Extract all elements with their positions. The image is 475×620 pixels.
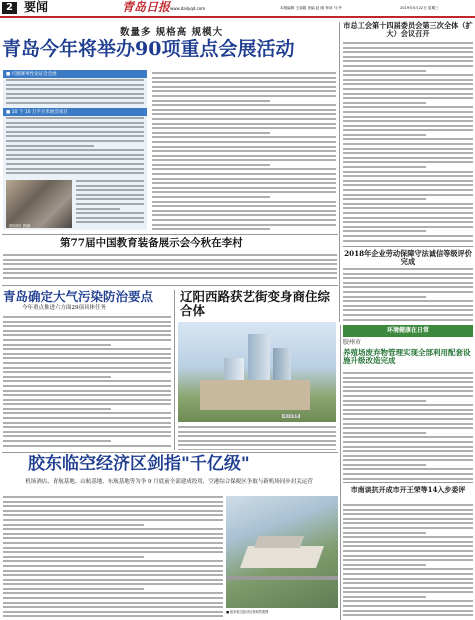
- env-banner: 环境健康在日常: [343, 325, 473, 337]
- date-line: 2019年5月22日 星期三: [400, 6, 439, 10]
- lead-photo: [6, 180, 72, 228]
- lead-box2-title: ■ 10 个 10 万平方米展会项目: [3, 108, 147, 116]
- expo-headline: 第77届中国教育装备展示会今秋在李村: [60, 237, 243, 249]
- masthead: [0, 0, 475, 17]
- masthead-rule: [0, 16, 475, 18]
- airport-body: [3, 496, 223, 618]
- building-caption: 项目效果图: [283, 414, 299, 418]
- section-name: 要闻: [24, 0, 49, 14]
- airport-subhead: 机场酒店、青航基地、山航基地、东航基地等为争 9 月底前全部建成投用，空港综合保税区争取与新机场同步封关运营: [25, 479, 313, 485]
- lead-body: [152, 72, 336, 230]
- env-kicker: 胶州市: [343, 339, 362, 346]
- building-render: [178, 322, 336, 422]
- lead-kicker: 数量多 规格高 规模大: [120, 27, 224, 38]
- editor-line: 本版编辑 王丽娟 美编 赵 刚 审读 马 玲: [280, 6, 342, 10]
- labor-body: [343, 268, 473, 322]
- union-headline: 市总工会第十四届委员会第三次全体（扩大）会议召开: [343, 21, 473, 38]
- air-body: [3, 316, 171, 448]
- masthead-logo: 青岛日报: [122, 0, 171, 14]
- labor-headline: 2018年企业劳动保障守法诚信等级评价完成: [344, 249, 472, 266]
- photo-caption: 资料照片 图/摄: [9, 224, 31, 228]
- market-headline: 市南谈抗开成市开王荣等14入步委评: [350, 485, 466, 494]
- page-number-badge: 2: [2, 2, 17, 14]
- lead-headline: 青岛今年将举办90项重点会展活动: [2, 38, 295, 60]
- lead-box: [3, 70, 147, 230]
- air-subhead: 今年重点推进六方面29项具体任务: [22, 305, 106, 311]
- air-headline: 青岛确定大气污染防治要点: [3, 289, 154, 304]
- env-headline: 养殖场废弃物管理实现全部利用配套设施升级改造完成: [343, 348, 471, 365]
- expo-body: [3, 254, 337, 282]
- site-url: www.dailyqd.com: [170, 6, 206, 11]
- building-body: [178, 426, 336, 450]
- building-headline: 辽阳西路获艺街变身商住综合体: [180, 289, 331, 319]
- airport-caption: ■ 胶东临空经济区规划效果图: [226, 610, 269, 614]
- union-body: [343, 42, 473, 242]
- airport-render: [226, 496, 338, 608]
- market-body: [343, 504, 473, 618]
- lead-box1-title: ■ 可圈赛事性论证会会展: [3, 70, 147, 78]
- airport-headline: 胶东临空经济区剑指"千亿级": [28, 454, 250, 474]
- env-body: [343, 372, 473, 480]
